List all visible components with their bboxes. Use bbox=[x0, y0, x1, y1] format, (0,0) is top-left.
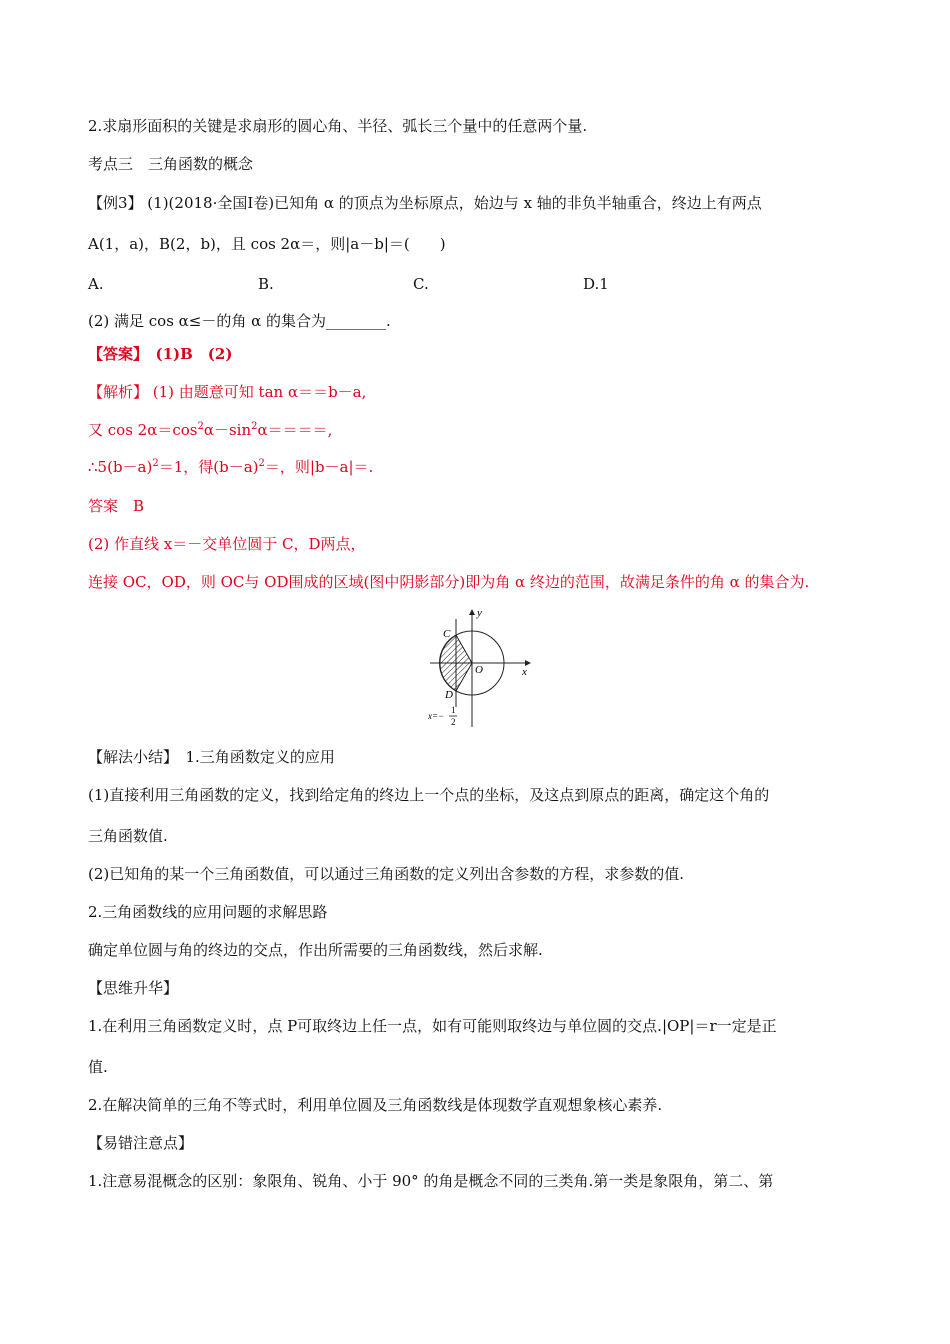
option-a: A. bbox=[88, 275, 104, 293]
label-x: x bbox=[522, 666, 527, 678]
text-line: 1.注意易混概念的区别：象限角、锐角、小于 90° 的角是概念不同的三类角.第一类是象限角，第二、第 bbox=[88, 1172, 774, 1190]
answer-b-line: 答案 B bbox=[88, 497, 145, 515]
label-d: D bbox=[445, 689, 453, 701]
analysis-part2-line: (2) 作直线 x＝－交单位圆于 C，D两点， bbox=[88, 535, 366, 553]
method-summary-heading: 【解法小结】 1.三角函数定义的应用 bbox=[88, 748, 335, 766]
line-label: x=− bbox=[428, 711, 445, 721]
text-line: (2)已知角的某一个三角函数值，可以通过三角函数的定义列出含参数的方程，求参数的值. bbox=[88, 865, 685, 883]
analysis-therefore-line bbox=[88, 457, 373, 477]
text-line: 值. bbox=[88, 1058, 108, 1076]
text-line: 2.求扇形面积的关键是求扇形的圆心角、半径、弧长三个量中的任意两个量. bbox=[88, 117, 588, 135]
text-segment: ＝1，得(b－a) bbox=[158, 458, 259, 476]
option-b: B. bbox=[258, 275, 274, 293]
error-note-heading: 【易错注意点】 bbox=[88, 1134, 194, 1152]
text-segment: α－sin bbox=[203, 421, 252, 439]
example-question-cont: A(1，a)，B(2，b)，且 cos 2α＝，则|a－b|＝( ) bbox=[88, 235, 446, 253]
text-line: 2.三角函数线的应用问题的求解思路 bbox=[88, 903, 328, 921]
label-y: y bbox=[477, 607, 482, 619]
superscript: 2 bbox=[197, 421, 204, 432]
label-c: C bbox=[443, 628, 451, 640]
answer-line: 【答案】 (1)B (2) bbox=[88, 345, 233, 363]
analysis-region-line: 连接 OC，OD，则 OC与 OD围成的区域(图中阴影部分)即为角 α 终边的范围，故满足条件的角 α 的集合为. bbox=[88, 573, 810, 591]
fraction-numerator: 1 bbox=[451, 705, 456, 715]
text-line: 确定单位圆与角的终边的交点，作出所需要的三角函数线，然后求解. bbox=[88, 941, 543, 959]
superscript: 2 bbox=[152, 458, 159, 469]
thinking-heading: 【思维升华】 bbox=[88, 979, 179, 997]
option-c: C. bbox=[413, 275, 429, 293]
superscript: 2 bbox=[258, 458, 265, 469]
text-line: (1)直接利用三角函数的定义，找到给定角的终边上一个点的坐标，及这点到原点的距离，确定这个角的 bbox=[88, 786, 770, 804]
text-segment: ∴5(b－a) bbox=[88, 458, 153, 476]
example-question: 【例3】 (1)(2018·全国Ⅰ卷)已知角 α 的顶点为坐标原点，始边与 x 轴的非负半轴重合，终边上有两点 bbox=[88, 194, 762, 212]
text-line: 2.在解决简单的三角不等式时，利用单位圆及三角函数线是体现数学直观想象核心素养. bbox=[88, 1096, 663, 1114]
text-segment: ＝，则|b－a|＝. bbox=[264, 458, 374, 476]
analysis-line: 【解析】 (1) 由题意可知 tan α＝＝b－a, bbox=[88, 383, 367, 401]
text-line: 三角函数值. bbox=[88, 827, 168, 845]
option-d: D.1 bbox=[583, 275, 609, 293]
text-line: 1.在利用三角函数定义时，点 P可取终边上任一点，如有可能则取终边与单位圆的交点.|OP|＝r一定是正 bbox=[88, 1017, 777, 1035]
superscript: 2 bbox=[251, 421, 258, 432]
unit-circle-figure bbox=[425, 605, 535, 735]
section-heading: 考点三 三角函数的概念 bbox=[88, 155, 254, 173]
text-segment: α＝＝＝＝, bbox=[257, 421, 333, 439]
text-segment: 又 cos 2α＝cos bbox=[88, 421, 198, 439]
label-o: O bbox=[475, 664, 483, 676]
question-part2: (2) 满足 cos α≤－的角 α 的集合为________. bbox=[88, 312, 391, 330]
fraction-denominator: 2 bbox=[451, 717, 456, 727]
y-axis-arrow bbox=[469, 609, 475, 615]
analysis-cos2a-line bbox=[88, 420, 332, 440]
